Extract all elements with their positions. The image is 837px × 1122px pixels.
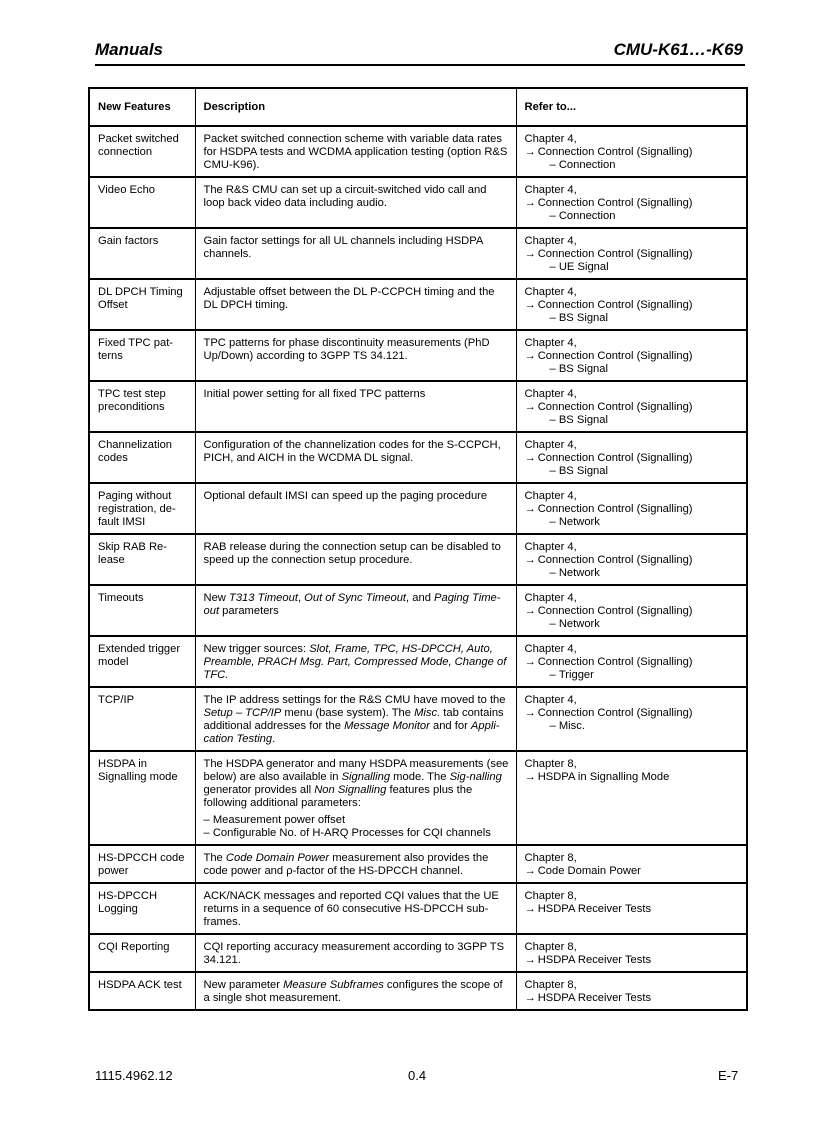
column-header-refer: Refer to... <box>516 88 747 126</box>
table-header-row <box>89 88 747 126</box>
reference-section: HSDPA Receiver Tests <box>537 992 652 1004</box>
reference-section: HSDPA in Signalling Mode <box>537 771 670 783</box>
header-title: Manuals <box>95 40 164 59</box>
table-row <box>89 585 747 636</box>
description-emphasis: Code Domain Power <box>225 852 330 864</box>
description-text: New <box>203 592 229 604</box>
reference-cell <box>516 330 747 381</box>
reference-section-line <box>525 605 742 618</box>
reference-chapter: Chapter 4, <box>524 490 577 502</box>
reference-chapter: Chapter 4, <box>524 388 577 400</box>
feature-name: Timeouts <box>89 585 195 636</box>
arrow-right-icon: → <box>524 146 536 158</box>
reference-chapter: Chapter 4, <box>524 592 577 604</box>
reference-cell <box>516 934 747 972</box>
reference-cell <box>516 381 747 432</box>
reference-cell <box>516 279 747 330</box>
reference-section: Connection Control (Signalling) <box>537 452 693 464</box>
reference-chapter: Chapter 8, <box>524 979 577 991</box>
arrow-right-icon: → <box>524 771 536 783</box>
new-features-table <box>88 87 748 1011</box>
description-text: tab contains additional addresses for the <box>203 707 504 732</box>
feature-description <box>195 279 516 330</box>
description-emphasis: Misc. <box>414 707 441 719</box>
description-emphasis: T313 Timeout <box>229 592 298 604</box>
feature-description <box>195 534 516 585</box>
feature-name: Video Echo <box>89 177 195 228</box>
description-text: New trigger sources: <box>203 643 310 655</box>
description-emphasis: Appli-cation Testing <box>203 720 500 745</box>
reference-cell <box>516 845 747 883</box>
footer-doc-number: 1115.4962.12 <box>95 1068 173 1083</box>
reference-section-line <box>525 992 742 1005</box>
feature-description <box>195 934 516 972</box>
arrow-right-icon: → <box>524 503 536 515</box>
feature-name: HS-DPCCH Logging <box>89 883 195 934</box>
feature-description <box>195 636 516 687</box>
table-row <box>89 636 747 687</box>
arrow-right-icon: → <box>524 707 536 719</box>
reference-subsection: – Misc. <box>525 720 742 733</box>
reference-chapter: Chapter 4, <box>524 439 577 451</box>
arrow-right-icon: → <box>524 605 536 617</box>
feature-name: Paging without registration, de-fault IMSI <box>89 483 195 534</box>
reference-section-line <box>525 401 742 414</box>
reference-subsection: – Network <box>525 516 742 529</box>
feature-name: CQI Reporting <box>89 934 195 972</box>
reference-subsection: – Network <box>525 618 742 631</box>
reference-cell <box>516 972 747 1010</box>
description-text: , <box>297 592 305 604</box>
reference-section: HSDPA Receiver Tests <box>537 903 652 915</box>
description-text: The R&S CMU can set up a circuit-switched vido call and loop back video data including audio. <box>203 184 487 209</box>
feature-description <box>195 845 516 883</box>
reference-cell <box>516 177 747 228</box>
description-emphasis: Measure Subframes <box>283 979 384 991</box>
parameter-list-item: – Configurable No. of H-ARQ Processes for CQI channels <box>204 827 511 840</box>
arrow-right-icon: → <box>524 401 536 413</box>
reference-section-line <box>525 197 742 210</box>
description-text: parameters <box>219 605 279 617</box>
reference-section: Connection Control (Signalling) <box>537 554 693 566</box>
feature-description <box>195 330 516 381</box>
description-text: Packet switched connection scheme with variable data rates for HSDPA tests and WCDMA application testing (option R&S CMU-K96). <box>203 133 508 171</box>
description-emphasis: Out of Sync Timeout <box>304 592 407 604</box>
arrow-right-icon: → <box>524 865 536 877</box>
reference-section: Connection Control (Signalling) <box>537 248 693 260</box>
description-emphasis: Sig-nalling <box>449 771 502 783</box>
arrow-right-icon: → <box>524 350 536 362</box>
description-text: features plus the following additional parameters: <box>203 784 473 809</box>
reference-section-line <box>525 503 742 516</box>
table-row <box>89 228 747 279</box>
feature-description <box>195 883 516 934</box>
feature-name: Fixed TPC pat-terns <box>89 330 195 381</box>
reference-chapter: Chapter 4, <box>524 694 577 706</box>
arrow-right-icon: → <box>524 248 536 260</box>
reference-chapter: Chapter 4, <box>524 541 577 553</box>
column-header-features: New Features <box>89 88 195 126</box>
reference-section-line <box>525 146 742 159</box>
reference-section: Connection Control (Signalling) <box>537 299 693 311</box>
description-emphasis: Signalling <box>341 771 391 783</box>
reference-cell <box>516 751 747 845</box>
table-row <box>89 845 747 883</box>
description-text: Gain factor settings for all UL channels including HSDPA channels. <box>203 235 483 260</box>
description-parameter-list <box>204 814 511 840</box>
description-text: TPC patterns for phase discontinuity measurements (PhD Up/Down) according to 3GPP TS 34.121. <box>203 337 490 362</box>
reference-section-line <box>525 452 742 465</box>
reference-cell <box>516 432 747 483</box>
arrow-right-icon: → <box>524 954 536 966</box>
reference-subsection: – Connection <box>525 210 742 223</box>
feature-description <box>195 972 516 1010</box>
reference-subsection: – UE Signal <box>525 261 742 274</box>
reference-section-line <box>525 248 742 261</box>
description-text: . <box>272 733 276 745</box>
feature-description <box>195 177 516 228</box>
description-emphasis: Slot, Frame, TPC, HS-DPCCH, Auto, Preamble, PRACH Msg. Part, Compressed Mode, Change of TFC. <box>203 643 507 681</box>
feature-description <box>195 687 516 751</box>
description-text: Optional default IMSI can speed up the paging procedure <box>203 490 488 502</box>
reference-subsection: – BS Signal <box>525 312 742 325</box>
description-text: measurement also provides the code power and ρ-factor of the HS-DPCCH channel. <box>203 852 489 877</box>
parameter-list-item: – Measurement power offset <box>204 814 511 827</box>
table-row <box>89 381 747 432</box>
arrow-right-icon: → <box>524 554 536 566</box>
reference-section-line <box>525 299 742 312</box>
description-text: , and <box>406 592 435 604</box>
table-row <box>89 687 747 751</box>
arrow-right-icon: → <box>524 452 536 464</box>
header-product: CMU-K61…-K69 <box>613 40 743 59</box>
description-text: The IP address settings for the R&S CMU have moved to the <box>203 694 506 706</box>
reference-chapter: Chapter 4, <box>524 235 577 247</box>
reference-cell <box>516 585 747 636</box>
table-row <box>89 483 747 534</box>
reference-cell <box>516 534 747 585</box>
reference-cell <box>516 687 747 751</box>
reference-section: Code Domain Power <box>537 865 641 877</box>
description-text: Initial power setting for all fixed TPC patterns <box>203 388 426 400</box>
feature-name: Gain factors <box>89 228 195 279</box>
reference-section-line <box>525 771 742 784</box>
reference-chapter: Chapter 4, <box>524 286 577 298</box>
reference-section: Connection Control (Signalling) <box>537 605 693 617</box>
description-emphasis: Non Signalling <box>314 784 387 796</box>
table-row <box>89 751 747 845</box>
table-row <box>89 126 747 177</box>
description-text: Configuration of the channelization codes for the S-CCPCH, PICH, and AICH in the WCDMA DL signal. <box>203 439 501 464</box>
reference-subsection: – BS Signal <box>525 465 742 478</box>
arrow-right-icon: → <box>524 656 536 668</box>
table-row <box>89 432 747 483</box>
feature-name: TPC test step preconditions <box>89 381 195 432</box>
feature-name: TCP/IP <box>89 687 195 751</box>
description-text: menu (base system). The <box>281 707 415 719</box>
reference-subsection: – Connection <box>525 159 742 172</box>
reference-chapter: Chapter 4, <box>524 337 577 349</box>
reference-section-line <box>525 350 742 363</box>
reference-subsection: – Trigger <box>525 669 742 682</box>
description-text: The HSDPA generator and many HSDPA measurements (see below) are also available in <box>203 758 509 783</box>
feature-name: HSDPA ACK test <box>89 972 195 1010</box>
reference-section-line <box>525 707 742 720</box>
description-text: and for <box>429 720 471 732</box>
column-header-description: Description <box>195 88 516 126</box>
reference-section: Connection Control (Signalling) <box>537 503 693 515</box>
feature-name: HS-DPCCH code power <box>89 845 195 883</box>
feature-name: Packet switched connection <box>89 126 195 177</box>
feature-description <box>195 126 516 177</box>
feature-description <box>195 432 516 483</box>
reference-section-line <box>525 865 742 878</box>
reference-chapter: Chapter 8, <box>524 758 577 770</box>
footer-page-number: E-7 <box>718 1068 739 1083</box>
description-text: configures the scope of a single shot measurement. <box>203 979 503 1004</box>
page-header <box>95 40 745 66</box>
footer-version: 0.4 <box>408 1068 427 1083</box>
arrow-right-icon: → <box>524 903 536 915</box>
table-row <box>89 330 747 381</box>
reference-chapter: Chapter 8, <box>524 890 577 902</box>
feature-name: Extended trigger model <box>89 636 195 687</box>
reference-section: Connection Control (Signalling) <box>537 146 693 158</box>
description-emphasis: Message Monitor <box>344 720 430 732</box>
reference-cell <box>516 883 747 934</box>
table-row <box>89 534 747 585</box>
table-row <box>89 279 747 330</box>
table-row <box>89 972 747 1010</box>
reference-section: HSDPA Receiver Tests <box>537 954 652 966</box>
description-text: RAB release during the connection setup can be disabled to speed up the connection setup procedure. <box>203 541 501 566</box>
reference-section-line <box>525 903 742 916</box>
description-text: ACK/NACK messages and reported CQI values that the UE returns in a sequence of 60 consecutive HS-DPCCH sub-frames. <box>203 890 499 928</box>
feature-name: Skip RAB Re-lease <box>89 534 195 585</box>
arrow-right-icon: → <box>524 992 536 1004</box>
reference-cell <box>516 483 747 534</box>
feature-description <box>195 585 516 636</box>
reference-section-line <box>525 954 742 967</box>
reference-cell <box>516 636 747 687</box>
arrow-right-icon: → <box>524 197 536 209</box>
feature-name: DL DPCH Timing Offset <box>89 279 195 330</box>
reference-chapter: Chapter 8, <box>524 852 577 864</box>
reference-cell <box>516 126 747 177</box>
description-text: mode. The <box>390 771 450 783</box>
description-text: CQI reporting accuracy measurement according to 3GPP TS 34.121. <box>203 941 505 966</box>
feature-description <box>195 381 516 432</box>
reference-subsection: – BS Signal <box>525 414 742 427</box>
reference-chapter: Chapter 8, <box>524 941 577 953</box>
arrow-right-icon: → <box>524 299 536 311</box>
reference-subsection: – Network <box>525 567 742 580</box>
description-emphasis: Setup – TCP/IP <box>203 707 282 719</box>
feature-description <box>195 483 516 534</box>
reference-cell <box>516 228 747 279</box>
feature-description <box>195 751 516 845</box>
reference-subsection: – BS Signal <box>525 363 742 376</box>
reference-chapter: Chapter 4, <box>524 643 577 655</box>
feature-description <box>195 228 516 279</box>
description-text: generator provides all <box>203 784 315 796</box>
reference-section: Connection Control (Signalling) <box>537 656 693 668</box>
table-row <box>89 934 747 972</box>
description-text: The <box>203 852 226 864</box>
reference-section-line <box>525 554 742 567</box>
reference-section: Connection Control (Signalling) <box>537 350 693 362</box>
reference-section: Connection Control (Signalling) <box>537 401 693 413</box>
feature-name: HSDPA in Signalling mode <box>89 751 195 845</box>
reference-chapter: Chapter 4, <box>524 184 577 196</box>
reference-chapter: Chapter 4, <box>524 133 577 145</box>
reference-section: Connection Control (Signalling) <box>537 197 693 209</box>
table-row <box>89 883 747 934</box>
reference-section: Connection Control (Signalling) <box>537 707 693 719</box>
reference-section-line <box>525 656 742 669</box>
description-emphasis: Paging Time-out <box>203 592 501 617</box>
table-row <box>89 177 747 228</box>
description-text: New parameter <box>203 979 284 991</box>
feature-name: Channelization codes <box>89 432 195 483</box>
description-text: Adjustable offset between the DL P-CCPCH timing and the DL DPCH timing. <box>203 286 495 311</box>
